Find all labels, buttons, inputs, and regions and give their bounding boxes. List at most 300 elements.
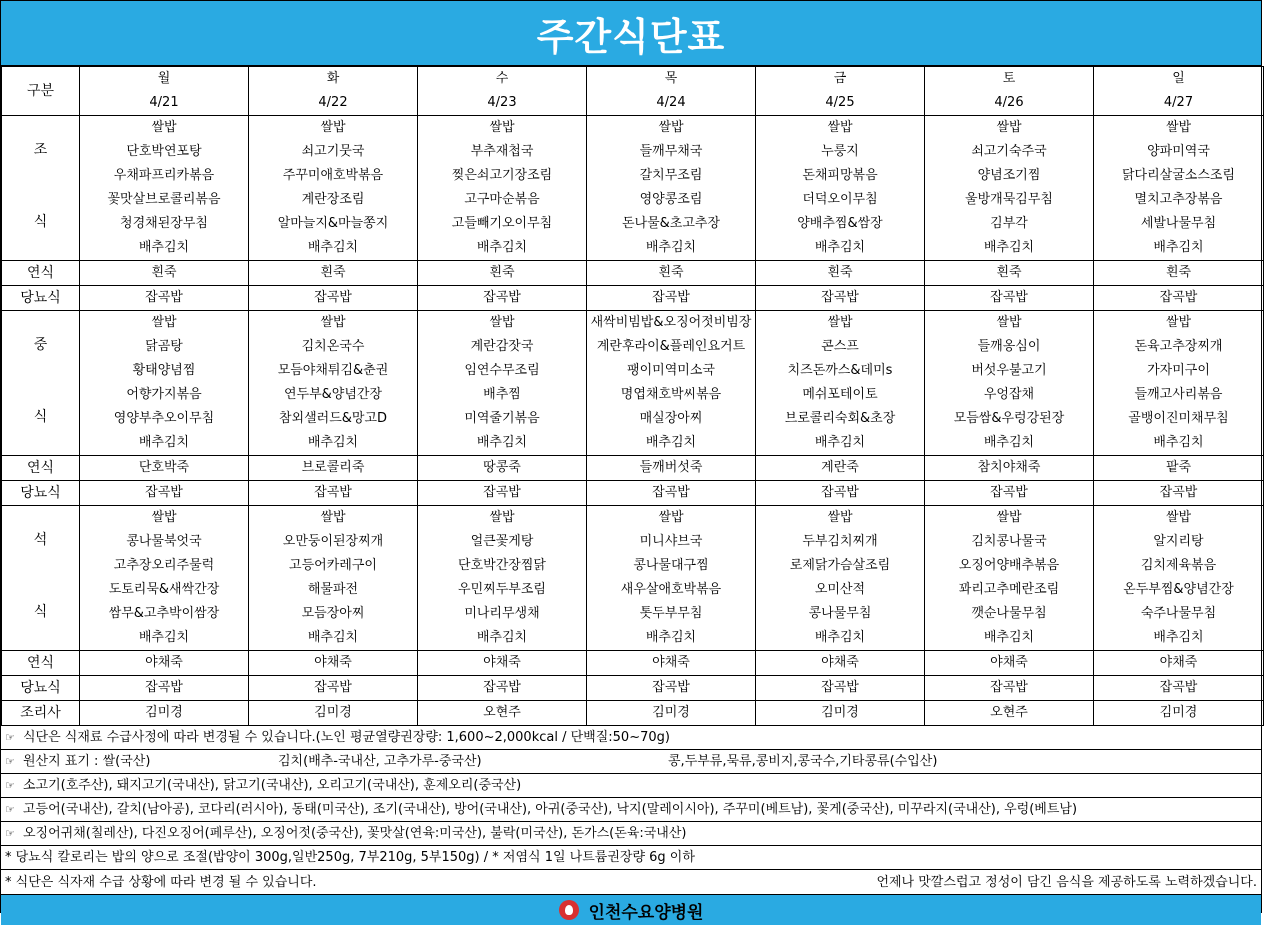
meal-row (2, 116, 1264, 261)
menu-item: 배추김치 (1153, 240, 1204, 255)
menu-cell (756, 311, 925, 456)
menu-item: 계란후라이&플레인요거트 (596, 339, 746, 354)
menu-item: 양배추찜&쌈장 (797, 216, 883, 231)
soft-diet-row (2, 456, 1264, 481)
menu-item: 버섯우불고기 (971, 363, 1047, 378)
soft-diet-cell (418, 456, 587, 481)
menu-item: 들깨옹심이 (977, 339, 1041, 354)
day-name: 월 (157, 71, 171, 86)
diabetic-diet-row (2, 286, 1264, 311)
pointing-hand-icon: ☞ (5, 803, 15, 816)
menu-cell (587, 116, 756, 261)
soft-diet-cell (925, 456, 1094, 481)
meal-row (2, 311, 1264, 456)
soft-diet-cell (756, 456, 925, 481)
soft-diet-cell (756, 651, 925, 676)
soft-diet-cell (925, 651, 1094, 676)
diabetic-diet-cell (756, 481, 925, 506)
menu-cell (1094, 506, 1264, 651)
notes-section (1, 726, 1261, 870)
menu-item: 숙주나물무침 (1140, 606, 1217, 621)
menu-item: 고들빼기오이무침 (451, 216, 553, 231)
cook-name: 김미경 (821, 705, 859, 720)
menu-item: 톳두부무침 (639, 606, 703, 621)
day-header-cell (80, 67, 249, 116)
note-line (1, 798, 1261, 822)
menu-item: 부추재첩국 (470, 144, 534, 159)
menu-cell (418, 311, 587, 456)
soft-diet-item: 야채죽 (652, 655, 690, 670)
menu-item: 콩나물북엇국 (126, 534, 202, 549)
menu-cell (1094, 116, 1264, 261)
soft-diet-label-cell (2, 261, 80, 286)
menu-item: 명엽채호박씨볶음 (620, 387, 722, 402)
diabetic-diet-cell (418, 481, 587, 506)
diabetic-diet-label: 당뇨식 (20, 290, 61, 306)
diabetic-diet-item: 잡곡밥 (990, 485, 1028, 500)
menu-item: 가자미구이 (1147, 363, 1210, 378)
menu-item: 콩나물무침 (808, 606, 872, 621)
note-line (1, 822, 1261, 846)
diabetic-diet-item: 잡곡밥 (314, 485, 352, 500)
menu-item: 쌀밥 (827, 315, 853, 330)
diabetic-diet-label-cell (2, 286, 80, 311)
weekly-menu-table (1, 66, 1264, 726)
menu-item: 더덕오이무침 (802, 192, 878, 207)
menu-item: 고구마순볶음 (464, 192, 540, 207)
cook-name: 김미경 (1159, 705, 1198, 720)
soft-diet-item: 흰죽 (658, 265, 684, 280)
menu-item: 김치콩나물국 (971, 534, 1047, 549)
menu-item: 영양콩조림 (639, 192, 703, 207)
title-bar (1, 1, 1261, 66)
note-line (1, 774, 1261, 798)
diabetic-diet-item: 잡곡밥 (314, 680, 352, 695)
menu-item: 배추김치 (983, 240, 1035, 255)
menu-item: 쌀밥 (1165, 510, 1192, 525)
diabetic-diet-label-cell (2, 676, 80, 701)
soft-diet-item: 흰죽 (320, 265, 346, 280)
diabetic-diet-cell (925, 481, 1094, 506)
day-date: 4/25 (825, 95, 855, 110)
menu-item: 배추김치 (476, 435, 528, 450)
cook-name: 오현주 (483, 705, 521, 720)
menu-item: 해물파전 (307, 582, 359, 597)
diabetic-diet-cell (587, 286, 756, 311)
note-text-3: 콩,두부류,묵류,콩비지,콩국수,기타콩류(수입산) (668, 754, 938, 769)
day-header-cell (587, 67, 756, 116)
menu-item: 쌀밥 (151, 315, 177, 330)
soft-diet-item: 흰죽 (1165, 265, 1192, 280)
day-date: 4/23 (487, 95, 517, 110)
menu-item: 쇠고기숙주국 (971, 144, 1047, 159)
menu-item: 돈나물&초고추장 (621, 216, 721, 231)
menu-item: 알마늘지&마늘쫑지 (277, 216, 389, 231)
menu-item: 브로콜리숙회&초장 (784, 411, 896, 426)
menu-item: 꽃맛살브로콜리볶음 (107, 192, 221, 207)
diabetic-diet-item: 잡곡밥 (990, 290, 1028, 305)
day-date: 4/22 (318, 95, 348, 110)
soft-diet-cell (249, 651, 418, 676)
diabetic-diet-item: 잡곡밥 (652, 290, 690, 305)
day-name: 일 (1172, 71, 1185, 86)
note-line (1, 726, 1261, 750)
menu-item: 임연수무조림 (464, 363, 540, 378)
menu-cell (249, 311, 418, 456)
menu-item: 도토리묵&새싹간장 (108, 582, 220, 597)
diabetic-diet-item: 잡곡밥 (821, 290, 859, 305)
soft-diet-cell (80, 261, 249, 286)
menu-item: 우채파프리카볶음 (113, 168, 215, 183)
diabetic-diet-item: 잡곡밥 (145, 485, 183, 500)
menu-item: 고추장오리주물럭 (113, 558, 215, 573)
menu-item: 누룽지 (821, 144, 859, 159)
day-name: 수 (495, 71, 509, 86)
meal-row (2, 506, 1264, 651)
soft-diet-label: 연식 (26, 460, 55, 476)
menu-cell (418, 506, 587, 651)
menu-item: 계란감잣국 (470, 339, 534, 354)
menu-item: 쌀밥 (320, 315, 346, 330)
diabetic-diet-item: 잡곡밥 (821, 680, 859, 695)
menu-item: 배추김치 (138, 630, 190, 645)
diabetic-diet-cell (249, 286, 418, 311)
pointing-hand-icon: ☞ (5, 827, 15, 840)
note-text: 고등어(국내산), 갈치(남아공), 코다리(러시아), 동태(미국산), 조기(국내산), 방어(국내산), 아귀(중국산), 낙지(말레이시아), 주꾸미(베트남), 꽃게(중국산), 미꾸라지(국내산), 우렁(베트남) (23, 802, 1078, 817)
menu-item: 팽이미역미소국 (627, 363, 715, 378)
diabetic-diet-cell (249, 676, 418, 701)
menu-cell (756, 116, 925, 261)
menu-item: 쌀밥 (1165, 120, 1192, 135)
menu-item: 배추김치 (1153, 630, 1204, 645)
day-header-cell (418, 67, 587, 116)
cook-name: 김미경 (145, 705, 183, 720)
soft-diet-item: 팥죽 (1165, 460, 1192, 475)
menu-item: 단호박연포탕 (126, 144, 202, 159)
diabetic-diet-label: 당뇨식 (20, 485, 61, 501)
meal-label-top: 석 (33, 532, 48, 548)
menu-item: 쌀밥 (1165, 315, 1192, 330)
menu-item: 갈치무조림 (639, 168, 703, 183)
soft-diet-cell (1094, 456, 1264, 481)
meal-label-cell (2, 311, 80, 456)
menu-item: 황태양념찜 (132, 363, 196, 378)
cook-cell (249, 701, 418, 726)
menu-item: 배추김치 (476, 240, 528, 255)
meal-label-bottom: 식 (33, 604, 48, 620)
cook-cell (1094, 701, 1264, 726)
diabetic-diet-cell (80, 286, 249, 311)
diabetic-diet-cell (925, 676, 1094, 701)
note-text: 식단은 식재료 수급사정에 따라 변경될 수 있습니다.(노인 평균열량권장량: 1,600~2,000kcal / 단백질:50~70g) (23, 730, 670, 745)
menu-cell (418, 116, 587, 261)
menu-item: 미역줄기볶음 (464, 411, 540, 426)
menu-item: 콘스프 (821, 339, 859, 354)
menu-item: 배추김치 (814, 630, 866, 645)
cook-name: 김미경 (652, 705, 690, 720)
diabetic-diet-item: 잡곡밥 (145, 290, 183, 305)
menu-item: 쌀밥 (996, 120, 1022, 135)
diabetic-diet-label-cell (2, 481, 80, 506)
diabetic-diet-cell (756, 676, 925, 701)
menu-cell (756, 506, 925, 651)
header-label-cell (2, 67, 80, 116)
note-text-2: 김치(배추-국내산, 고추가루-중국산) (278, 754, 482, 769)
soft-diet-label-cell (2, 456, 80, 481)
menu-item: 닭다리살굴소스조림 (1121, 168, 1236, 183)
menu-item: 깻순나물무침 (971, 606, 1047, 621)
cook-cell (925, 701, 1094, 726)
cook-name: 오현주 (990, 705, 1028, 720)
menu-item: 연두부&양념간장 (283, 387, 383, 402)
menu-item: 모듬장아찌 (301, 606, 365, 621)
menu-cell (249, 116, 418, 261)
menu-item: 골뱅이진미채무침 (1128, 411, 1229, 426)
menu-item: 쌈무&고추박이쌈장 (108, 606, 220, 621)
diabetic-diet-item: 잡곡밥 (1159, 290, 1198, 305)
menu-item: 쌀밥 (489, 510, 515, 525)
note-text: 원산지 표기 : 쌀(국산) (23, 754, 151, 769)
menu-item: 꽈리고추메란조림 (958, 582, 1060, 597)
diabetic-diet-item: 잡곡밥 (1159, 485, 1198, 500)
soft-diet-item: 야채죽 (1159, 655, 1198, 670)
soft-diet-item: 흰죽 (489, 265, 515, 280)
menu-item: 새우살애호박볶음 (620, 582, 722, 597)
menu-item: 영양부추오이무침 (113, 411, 215, 426)
menu-item: 청경채된장무침 (120, 216, 208, 231)
soft-diet-cell (80, 651, 249, 676)
menu-item: 쌀밥 (996, 510, 1022, 525)
pointing-hand-icon: ☞ (5, 731, 15, 744)
day-header-cell (1094, 67, 1264, 116)
menu-item: 배추찜 (483, 387, 521, 402)
menu-item: 새싹비빔밥&오징어젓비빔장 (590, 315, 752, 330)
soft-diet-item: 들깨버섯죽 (639, 460, 703, 475)
menu-item: 단호박간장찜닭 (458, 558, 546, 573)
cook-cell (80, 701, 249, 726)
diabetic-diet-item: 잡곡밥 (314, 290, 352, 305)
menu-item: 어향가지볶음 (126, 387, 202, 402)
menu-item: 배추김치 (476, 630, 528, 645)
diabetic-diet-item: 잡곡밥 (1159, 680, 1198, 695)
soft-diet-item: 야채죽 (483, 655, 521, 670)
soft-diet-label-cell (2, 651, 80, 676)
menu-item: 배추김치 (814, 435, 866, 450)
soft-diet-label: 연식 (26, 655, 55, 671)
header-row (2, 67, 1264, 116)
menu-item: 양념조기찜 (977, 168, 1041, 183)
menu-cell (80, 311, 249, 456)
menu-item: 고등어카레구이 (289, 558, 377, 573)
menu-item: 돈육고추장찌개 (1134, 339, 1223, 354)
soft-diet-item: 흰죽 (151, 265, 177, 280)
menu-item: 배추김치 (307, 240, 359, 255)
day-name: 금 (833, 71, 847, 86)
menu-item: 배추김치 (307, 435, 359, 450)
diabetic-diet-cell (418, 286, 587, 311)
menu-item: 배추김치 (983, 435, 1035, 450)
meal-label-cell (2, 506, 80, 651)
meal-label-cell (2, 116, 80, 261)
menu-item: 오징어양배추볶음 (958, 558, 1060, 573)
diabetic-diet-cell (249, 481, 418, 506)
pointing-hand-icon: ☞ (5, 779, 15, 792)
diabetic-diet-cell (587, 676, 756, 701)
diabetic-diet-row (2, 676, 1264, 701)
soft-diet-item: 야채죽 (145, 655, 183, 670)
hospital-logo-icon (559, 900, 579, 920)
diabetic-diet-item: 잡곡밥 (145, 680, 183, 695)
menu-item: 쌀밥 (658, 510, 684, 525)
soft-diet-cell (249, 261, 418, 286)
day-header-cell (925, 67, 1094, 116)
menu-item: 쌀밥 (996, 315, 1022, 330)
menu-item: 쌀밥 (151, 510, 177, 525)
cook-cell (587, 701, 756, 726)
menu-item: 김부각 (990, 216, 1028, 231)
menu-item: 들깨고사리볶음 (1134, 387, 1223, 402)
soft-diet-cell (587, 651, 756, 676)
soft-diet-cell (418, 261, 587, 286)
cook-label: 조리사 (20, 705, 61, 721)
day-date: 4/24 (656, 95, 686, 110)
header-label: 구분 (26, 83, 55, 99)
menu-item: 계란장조림 (301, 192, 365, 207)
soft-diet-cell (587, 456, 756, 481)
diabetic-diet-row (2, 481, 1264, 506)
menu-item: 배추김치 (1153, 435, 1204, 450)
menu-item: 두부김치찌개 (802, 534, 878, 549)
soft-diet-row (2, 651, 1264, 676)
footer-right-text: 언제나 맛깔스럽고 정성이 담긴 음식을 제공하도록 노력하겠습니다. (876, 875, 1257, 890)
menu-item: 김치온국수 (301, 339, 365, 354)
hospital-bar (1, 895, 1261, 925)
day-date: 4/21 (149, 95, 179, 110)
menu-item: 배추김치 (307, 630, 359, 645)
day-date: 4/27 (1163, 95, 1194, 110)
soft-diet-item: 흰죽 (827, 265, 853, 280)
menu-item: 김치제육볶음 (1140, 558, 1217, 573)
menu-item: 모듬쌈&우렁강된장 (953, 411, 1065, 426)
note-line (1, 750, 1261, 774)
soft-diet-item: 야채죽 (821, 655, 859, 670)
diabetic-diet-cell (756, 286, 925, 311)
footer-line (1, 870, 1261, 895)
menu-item: 멸치고추장볶음 (1134, 192, 1223, 207)
diabetic-diet-item: 잡곡밥 (821, 485, 859, 500)
cook-name: 김미경 (314, 705, 352, 720)
menu-item: 쌀밥 (320, 120, 346, 135)
soft-diet-cell (80, 456, 249, 481)
menu-item: 닭곰탕 (145, 339, 183, 354)
soft-diet-item: 흰죽 (996, 265, 1022, 280)
menu-item: 쌀밥 (827, 510, 853, 525)
menu-item: 매실장아찌 (639, 411, 703, 426)
day-header-cell (756, 67, 925, 116)
menu-cell (587, 506, 756, 651)
meal-label-top: 조 (33, 142, 48, 158)
note-text: 오징어귀채(칠레산), 다진오징어(페루산), 오징어젓(중국산), 꽃맛살(연육:미국산), 불락(미국산), 돈가스(돈육:국내산) (23, 826, 687, 841)
hospital-name: 인천수요양병원 (588, 902, 704, 923)
diabetic-diet-cell (1094, 286, 1264, 311)
soft-diet-item: 야채죽 (314, 655, 352, 670)
menu-item: 배추김치 (983, 630, 1035, 645)
menu-cell (80, 116, 249, 261)
meal-label-bottom: 식 (33, 214, 48, 230)
menu-item: 쌀밥 (320, 510, 346, 525)
day-name: 화 (326, 71, 340, 86)
menu-item: 모듬야채튀김&춘권 (277, 363, 389, 378)
soft-diet-cell (1094, 261, 1264, 286)
menu-cell (80, 506, 249, 651)
diabetic-diet-cell (80, 481, 249, 506)
soft-diet-cell (587, 261, 756, 286)
menu-item: 참외샐러드&망고D (278, 411, 388, 426)
soft-diet-cell (418, 651, 587, 676)
diabetic-diet-item: 잡곡밥 (652, 485, 690, 500)
menu-item: 얼큰꽃게탕 (470, 534, 534, 549)
cook-label-cell (2, 701, 80, 726)
diabetic-diet-cell (418, 676, 587, 701)
menu-item: 로제닭가슴살조림 (789, 558, 891, 573)
soft-diet-item: 야채죽 (990, 655, 1028, 670)
soft-diet-cell (1094, 651, 1264, 676)
day-name: 토 (1002, 71, 1016, 86)
cook-cell (756, 701, 925, 726)
soft-diet-label: 연식 (26, 265, 55, 281)
menu-item: 돈채피망볶음 (802, 168, 878, 183)
footer-left-text: * 식단은 식자재 수급 상황에 따라 변경 될 수 있습니다. (5, 875, 317, 890)
menu-item: 양파미역국 (1147, 144, 1210, 159)
menu-item: 콩나물대구찜 (633, 558, 709, 573)
diabetic-diet-cell (1094, 676, 1264, 701)
diabetic-diet-label: 당뇨식 (20, 680, 61, 696)
menu-cell (925, 116, 1094, 261)
soft-diet-item: 계란죽 (821, 460, 859, 475)
menu-item: 우민찌두부조림 (458, 582, 546, 597)
menu-item: 배추김치 (645, 240, 697, 255)
cook-row (2, 701, 1264, 726)
soft-diet-row (2, 261, 1264, 286)
menu-item: 쌀밥 (489, 315, 515, 330)
menu-item: 쌀밥 (489, 120, 515, 135)
menu-item: 배추김치 (138, 435, 190, 450)
menu-cell (925, 311, 1094, 456)
menu-item: 쌀밥 (151, 120, 177, 135)
soft-diet-item: 참치야채죽 (977, 460, 1041, 475)
menu-item: 배추김치 (645, 435, 697, 450)
menu-item: 치즈돈까스&데미s (787, 363, 893, 378)
menu-item: 미니샤브국 (639, 534, 703, 549)
menu-item: 쌀밥 (658, 120, 684, 135)
menu-item: 배추김치 (138, 240, 190, 255)
diabetic-diet-item: 잡곡밥 (990, 680, 1028, 695)
diabetic-diet-item: 잡곡밥 (652, 680, 690, 695)
soft-diet-cell (756, 261, 925, 286)
note-text: 소고기(호주산), 돼지고기(국내산), 닭고기(국내산), 오리고기(국내산), 훈제오리(중국산) (23, 778, 522, 793)
menu-item: 메쉬포테이토 (802, 387, 878, 402)
day-name: 목 (664, 71, 678, 86)
menu-cell (249, 506, 418, 651)
menu-item: 오미산적 (814, 582, 866, 597)
menu-item: 오만둥이된장찌개 (282, 534, 384, 549)
menu-item: 들깨무채국 (639, 144, 703, 159)
menu-item: 세발나물무침 (1140, 216, 1217, 231)
menu-cell (587, 311, 756, 456)
menu-cell (925, 506, 1094, 651)
menu-item: 찢은쇠고기장조림 (451, 168, 553, 183)
day-header-cell (249, 67, 418, 116)
